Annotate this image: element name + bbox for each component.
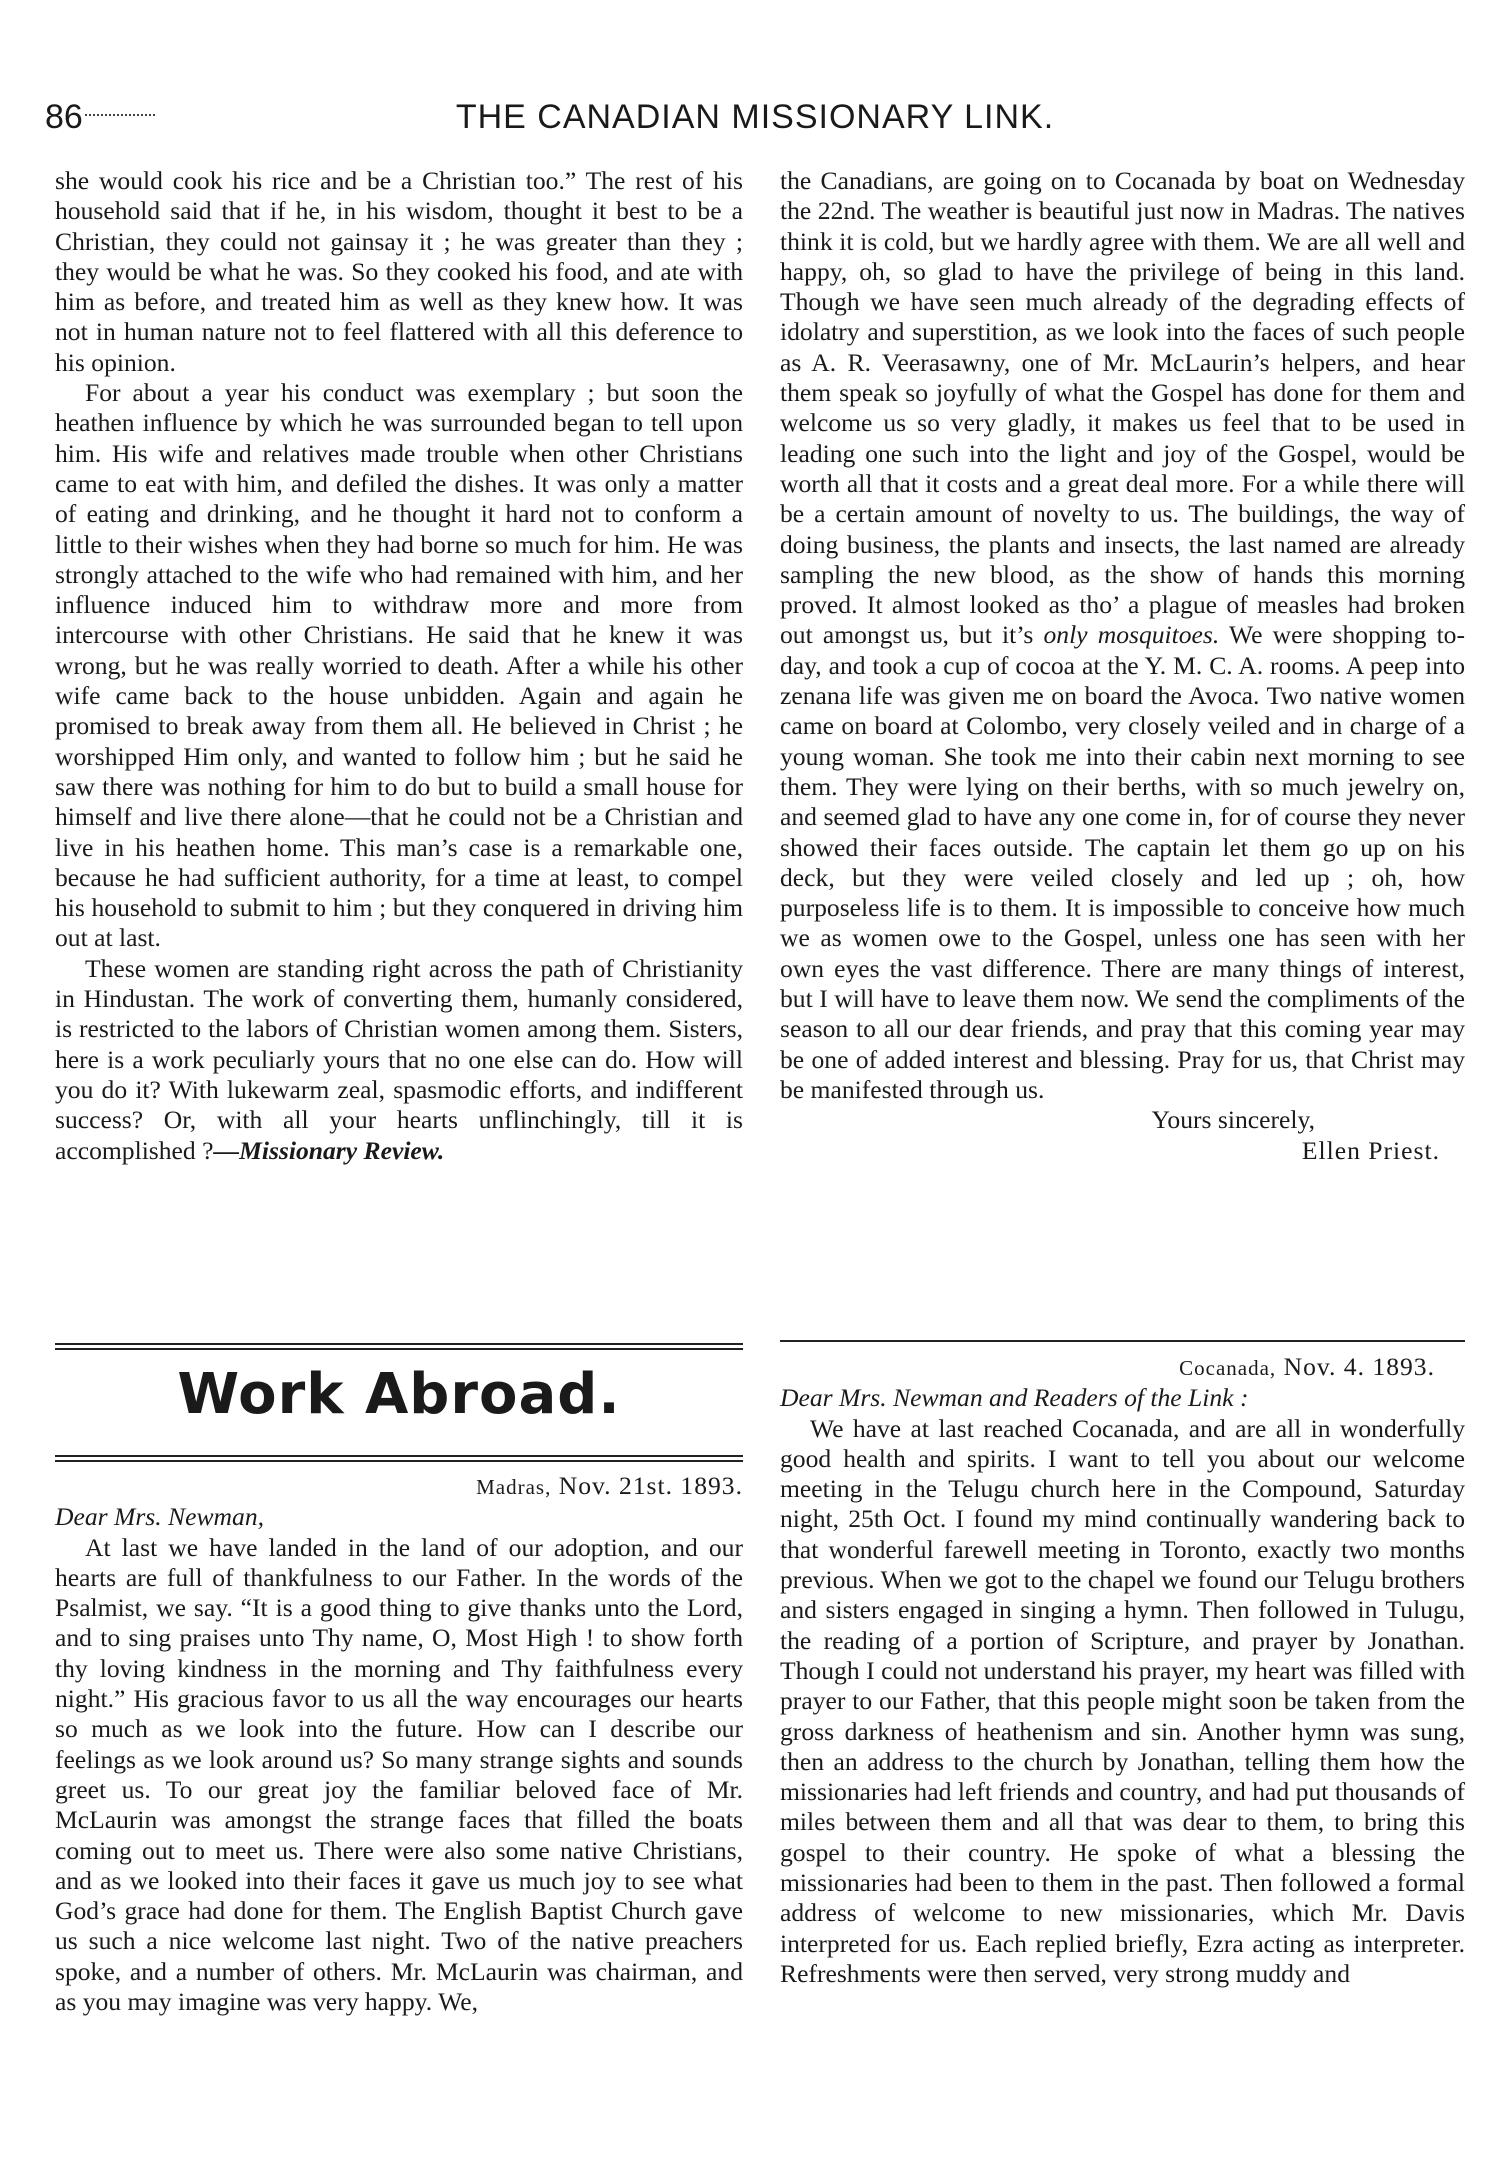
left-column-article xyxy=(55,166,743,1166)
cocanada-dateline-city: Cocanada, xyxy=(1179,1356,1277,1380)
article-paragraph-3 xyxy=(55,954,743,1166)
madras-paragraph-2 xyxy=(780,166,1465,1105)
page-header xyxy=(45,98,1465,148)
letter-closing: Yours sincerely, xyxy=(1151,1105,1315,1135)
madras-letter xyxy=(55,1471,743,2017)
section-divider-top xyxy=(55,1343,743,1350)
madras-salutation: Dear Mrs. Newman, xyxy=(55,1502,265,1532)
cocanada-dateline-date: Nov. 4. 1893. xyxy=(1283,1352,1435,1381)
section-heading: Work Abroad. xyxy=(177,1362,621,1427)
cocanada-dateline xyxy=(780,1352,1465,1383)
article-paragraph-2: For about a year his conduct was exemplary ; but soon the heathen influence by which he was surrounded began to tell upon him. His wife and relatives made trouble when other Christians came to eat with him, and defiled the dishes. It was only a matter of eating and drinking, and he thought it hard not to conform a little to their wishes when they had borne so much for him. He was strongly attached to the wife who had remained with him, and her influence induced him to withdraw more and more from intercourse with other Christians. He said that he knew it was wrong, but he was really worried to death. After a while his other wife came back to the house unbidden. Again and again he promised to break away from them all. He believed in Christ ; he worshipped Him only, and wanted to follow him ; but he said he saw there was nothing for him to do but to build a small house for himself and live there alone—that he could not be a Christian and live in his heathen home. This man’s case is a remarkable one, because he had sufficient authority, for a time at least, to compel his household to submit to him ; but they conquered in driving him out at last. xyxy=(55,378,743,953)
signature-first: Ellen xyxy=(1301,1135,1361,1165)
signature-last: Priest. xyxy=(1368,1135,1440,1165)
cocanada-salutation: Dear Mrs. Newman and Readers of the Link : xyxy=(780,1383,1249,1413)
madras-paragraph-2-b: We were shopping to-day, and took a cup of cocoa at the Y. M. C. A. rooms. A peep into zenana life was given me on board the Avoca. Two native women came on board at Colombo, very closely veiled and in charge of a young woman. She took me into their cabin next morning to see them. They were lying on their berths, with so much jewelry on, and seemed glad to have any one come in, for of course they never showed their faces outside. The captain let them go up on his deck, but they were veiled closely and led up ; oh, how purposeless life is to them. It is impossible to conceive how much we as women owe to the Gospel, unless one has seen with her own eyes the vast difference. There are many things of interest, but I will have to leave them now. We send the compliments of the season to all our dear friends, and pray that this coming year may be one of added interest and blessing. Pray for us, that Christ may be manifested through us. xyxy=(780,620,1465,1104)
madras-paragraph-1: At last we have landed in the land of our adoption, and our hearts are full of thankfulness to our Father. In the words of the Psalmist, we say. “It is a good thing to give thanks unto the Lord, and to sing praises unto Thy name, O, Most High ! to show forth thy loving kindness in the morning and Thy faithfulness every night.” His gracious favor to us all the way encourages our hearts so much as we look into the future. How can I describe our feelings as we look around us? So many strange sights and sounds greet us. To our great joy the familiar beloved face of Mr. McLaurin was amongst the strange faces that filled the boats coming out to meet us. There were also some native Christians, and as we looked into their faces it gave us much joy to see what God’s grace had done for them. The English Baptist Church gave us such a nice welcome last night. Two of the native preachers spoke, and a number of others. Mr. McLaurin was chairman, and as you may imagine was very happy. We, xyxy=(55,1532,743,2017)
article-paragraph-3-text: These women are standing right across the path of Christianity in Hindustan. The work of converting them, humanly considered, is restricted to the labors of Christian women among them. Sisters, here is a work peculiarly yours that no one else can do. How will you do it? With lukewarm zeal, spasmodic efforts, and indifferent success? Or, with all your hearts unflinchingly, till it is accomplished ? xyxy=(55,953,743,1165)
article-paragraph-1: she would cook his rice and be a Christian too.” The rest of his household said that if he, in his wisdom, thought it best to be a Christian, they could not gainsay it ; he was greater than they ; they would be what he was. So they cooked his food, and ate with him as before, and treated him as well as they knew how. It was not in human nature not to feel flattered with all this deference to his opinion. xyxy=(55,166,743,377)
madras-dateline-date: Nov. 21st. 1893. xyxy=(558,1471,743,1500)
section-divider-bottom xyxy=(55,1455,743,1462)
letter-divider xyxy=(780,1340,1465,1342)
article-attribution: —Missionary Review. xyxy=(213,1135,445,1165)
cocanada-paragraph-1: We have at last reached Cocanada, and are all in wonderfully good health and spirits. I want to tell you about our welcome meeting in the Telugu church here in the Compound, Saturday night, 25th Oct. I found my mind continually wandering back to that wonderful farewell meeting in Toronto, exactly two months previous. When we got to the chapel we found our Telugu brothers and sisters engaged in singing a hymn. Then followed in Tulugu, the reading of a portion of Scripture, and prayer by Jonathan. Though I could not understand his prayer, my heart was filled with prayer to our Father, that this people might soon be taken from the gross darkness of heathenism and sin. Another hymn was sung, then an address to the church by Jonathan, telling them how the missionaries had left friends and country, and had put thousands of miles between them and all that was dear to them, to bring this gospel to their country. He spoke of what a blessing the missionaries had been to them in the past. Then followed a formal address of welcome to new missionaries, which Mr. Davis interpreted for us. Each replied briefly, Ezra acting as interpreter. Refreshments were then served, very strong muddy and xyxy=(780,1413,1465,1988)
madras-dateline-city: Madras, xyxy=(476,1475,552,1499)
journal-title: THE CANADIAN MISSIONARY LINK. xyxy=(455,98,1055,136)
madras-paragraph-2-a: the Canadians, are going on to Cocanada by boat on Wednesday the 22nd. The weather is beautiful just now in Madras. The natives think it is cold, but we hardly agree with them. We are all well and happy, oh, so glad to have the privilege of being in this land. Though we have seen much already of the degrading effects of idolatry and superstition, as we look into the faces of such people as A. R. Veerasawny, one of Mr. McLaurin’s helpers, and hear them speak so joyfully of what the Gospel has done for them and welcome us so very gladly, it makes us feel that to be used in leading one such into the light and joy of the Gospel, would be worth all that it costs and a great deal more. For a while there will be a certain amount of novelty to us. The buildings, the way of doing business, the plants and insects, the last named are already sampling the new blood, as the show of hands this morning proved. It almost looked as tho’ a plague of measles had broken out amongst us, but it’s xyxy=(780,166,1465,650)
letter-signature xyxy=(780,1136,1465,1166)
cocanada-letter xyxy=(780,1352,1465,1989)
madras-dateline xyxy=(55,1471,743,1502)
page-number: 86 xyxy=(45,98,83,136)
madras-letter-continued xyxy=(780,166,1465,1166)
madras-paragraph-2-emphasis: only mosquitoes. xyxy=(1043,620,1220,650)
